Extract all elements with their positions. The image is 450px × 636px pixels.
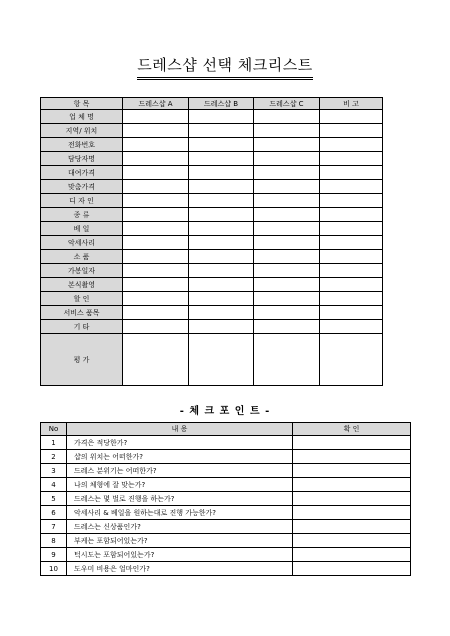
check-cell[interactable]	[320, 138, 383, 152]
row-label: 종 류	[41, 208, 123, 222]
check-cell[interactable]	[123, 250, 189, 264]
check-cell[interactable]	[123, 320, 189, 334]
confirm-cell[interactable]	[293, 562, 411, 576]
row-number: 7	[41, 520, 67, 534]
check-cell[interactable]	[320, 208, 383, 222]
row-number: 4	[41, 478, 67, 492]
checklist-row	[41, 222, 383, 236]
checkpoint-header-row	[41, 423, 411, 436]
check-cell[interactable]	[123, 194, 189, 208]
check-cell[interactable]	[320, 110, 383, 124]
check-cell[interactable]	[254, 334, 320, 386]
row-label: 대여가격	[41, 166, 123, 180]
row-label: 본식촬영	[41, 278, 123, 292]
checklist-row	[41, 124, 383, 138]
check-cell[interactable]	[123, 152, 189, 166]
checkpoint-row	[41, 562, 411, 576]
check-cell[interactable]	[123, 208, 189, 222]
checkpoint-row	[41, 506, 411, 520]
check-cell[interactable]	[320, 306, 383, 320]
row-label: 업 체 명	[41, 110, 123, 124]
check-cell[interactable]	[320, 180, 383, 194]
check-cell[interactable]	[123, 110, 189, 124]
checkpoint-question: 턱시도는 포함되어있는가?	[67, 548, 293, 562]
checklist-row	[41, 180, 383, 194]
row-label: 디 자 인	[41, 194, 123, 208]
check-cell[interactable]	[320, 278, 383, 292]
page-title	[0, 54, 450, 80]
checkpoint-row	[41, 520, 411, 534]
check-cell[interactable]	[320, 292, 383, 306]
check-cell[interactable]	[189, 306, 254, 320]
row-number: 9	[41, 548, 67, 562]
check-cell[interactable]	[254, 124, 320, 138]
checklist-row	[41, 278, 383, 292]
checkpoint-row	[41, 464, 411, 478]
checklist-row	[41, 306, 383, 320]
checklist-row	[41, 138, 383, 152]
confirm-cell[interactable]	[293, 506, 411, 520]
header-confirm: 확 인	[293, 423, 411, 436]
check-cell[interactable]	[320, 222, 383, 236]
check-cell[interactable]	[254, 208, 320, 222]
checkpoint-question: 드레스는 몇 벌로 진행을 하는가?	[67, 492, 293, 506]
checklist-row	[41, 236, 383, 250]
header-shop-a: 드레스샵 A	[123, 98, 189, 110]
check-cell[interactable]	[189, 222, 254, 236]
check-cell[interactable]	[320, 152, 383, 166]
checkpoint-row	[41, 548, 411, 562]
checklist-row	[41, 292, 383, 306]
check-cell[interactable]	[254, 320, 320, 334]
header-no: No	[41, 423, 67, 436]
check-cell[interactable]	[320, 334, 383, 386]
row-number: 8	[41, 534, 67, 548]
check-cell[interactable]	[123, 278, 189, 292]
row-label: 기 타	[41, 320, 123, 334]
checklist-row	[41, 152, 383, 166]
check-cell[interactable]	[320, 250, 383, 264]
checkpoint-question: 부케는 포함되어있는가?	[67, 534, 293, 548]
check-cell[interactable]	[189, 152, 254, 166]
check-cell[interactable]	[254, 264, 320, 278]
check-cell[interactable]	[189, 180, 254, 194]
checkpoint-question: 도우미 비용은 얼마인가?	[67, 562, 293, 576]
check-cell[interactable]	[189, 334, 254, 386]
row-label: 전화번호	[41, 138, 123, 152]
checkpoint-question: 드레스 분위기는 어떠한가?	[67, 464, 293, 478]
checkpoint-row	[41, 478, 411, 492]
checklist-row	[41, 250, 383, 264]
confirm-cell[interactable]	[293, 492, 411, 506]
checklist-row	[41, 208, 383, 222]
check-cell[interactable]	[254, 250, 320, 264]
check-cell[interactable]	[254, 152, 320, 166]
check-cell[interactable]	[123, 138, 189, 152]
row-label: 평 가	[41, 334, 123, 386]
checklist-row	[41, 110, 383, 124]
check-cell[interactable]	[123, 124, 189, 138]
checkpoint-question: 나의 체형에 잘 맞는가?	[67, 478, 293, 492]
checkpoint-question: 샵의 위치는 어떠한가?	[67, 450, 293, 464]
checklist-body	[41, 110, 383, 386]
row-label: 악세사리	[41, 236, 123, 250]
row-number: 1	[41, 436, 67, 450]
checklist-row	[41, 166, 383, 180]
checklist-header-row	[41, 98, 383, 110]
check-cell[interactable]	[123, 334, 189, 386]
checkpoint-row	[41, 534, 411, 548]
row-number: 10	[41, 562, 67, 576]
row-label: 담당자명	[41, 152, 123, 166]
checkpoint-row	[41, 436, 411, 450]
check-cell[interactable]	[254, 110, 320, 124]
checkpoint-question: 가격은 적당한가?	[67, 436, 293, 450]
check-cell[interactable]	[254, 180, 320, 194]
checklist-row	[41, 264, 383, 278]
confirm-cell[interactable]	[293, 548, 411, 562]
check-cell[interactable]	[320, 236, 383, 250]
check-cell[interactable]	[254, 166, 320, 180]
header-content: 내 용	[67, 423, 293, 436]
check-cell[interactable]	[189, 208, 254, 222]
check-cell[interactable]	[254, 292, 320, 306]
row-label: 지역/ 위치	[41, 124, 123, 138]
checkpoint-row	[41, 450, 411, 464]
check-cell[interactable]	[254, 306, 320, 320]
check-cell[interactable]	[189, 194, 254, 208]
checklist-row	[41, 334, 383, 386]
row-label: 베 일	[41, 222, 123, 236]
header-shop-c: 드레스샵 C	[254, 98, 320, 110]
row-label: 서비스 품목	[41, 306, 123, 320]
check-cell[interactable]	[189, 264, 254, 278]
row-label: 맞춤가격	[41, 180, 123, 194]
check-cell[interactable]	[189, 166, 254, 180]
confirm-cell[interactable]	[293, 534, 411, 548]
confirm-cell[interactable]	[293, 436, 411, 450]
check-cell[interactable]	[123, 166, 189, 180]
confirm-cell[interactable]	[293, 520, 411, 534]
check-cell[interactable]	[123, 236, 189, 250]
checkpoint-table	[40, 422, 411, 576]
check-cell[interactable]	[123, 264, 189, 278]
check-cell[interactable]	[254, 278, 320, 292]
checkpoint-row	[41, 492, 411, 506]
confirm-cell[interactable]	[293, 464, 411, 478]
check-cell[interactable]	[189, 292, 254, 306]
check-cell[interactable]	[320, 264, 383, 278]
checklist-row	[41, 194, 383, 208]
checkpoint-question: 드레스는 신상품인가?	[67, 520, 293, 534]
check-cell[interactable]	[189, 320, 254, 334]
check-cell[interactable]	[189, 138, 254, 152]
check-cell[interactable]	[320, 124, 383, 138]
check-cell[interactable]	[189, 236, 254, 250]
checkpoint-body	[41, 436, 411, 576]
check-cell[interactable]	[254, 138, 320, 152]
row-label: 할 인	[41, 292, 123, 306]
checklist-row	[41, 320, 383, 334]
checkpoint-title: - 체 크 포 인 트 -	[179, 406, 271, 417]
check-cell[interactable]	[320, 320, 383, 334]
check-cell[interactable]	[189, 250, 254, 264]
check-cell[interactable]	[123, 306, 189, 320]
check-cell[interactable]	[123, 292, 189, 306]
check-cell[interactable]	[254, 222, 320, 236]
check-cell[interactable]	[320, 194, 383, 208]
check-cell[interactable]	[123, 180, 189, 194]
check-cell[interactable]	[123, 222, 189, 236]
page-title-text: 드레스샵 선택 체크리스트	[137, 54, 312, 80]
header-item: 항 목	[41, 98, 123, 110]
check-cell[interactable]	[189, 278, 254, 292]
confirm-cell[interactable]	[293, 478, 411, 492]
row-number: 5	[41, 492, 67, 506]
check-cell[interactable]	[254, 194, 320, 208]
check-cell[interactable]	[189, 110, 254, 124]
check-cell[interactable]	[320, 166, 383, 180]
checklist-table	[40, 97, 383, 386]
header-remarks: 비 고	[320, 98, 383, 110]
confirm-cell[interactable]	[293, 450, 411, 464]
row-label: 가봉일자	[41, 264, 123, 278]
row-label: 소 품	[41, 250, 123, 264]
row-number: 3	[41, 464, 67, 478]
check-cell[interactable]	[189, 124, 254, 138]
checkpoint-question: 악세사리 & 베일을 원하는대로 진행 가능한가?	[67, 506, 293, 520]
check-cell[interactable]	[254, 236, 320, 250]
row-number: 6	[41, 506, 67, 520]
header-shop-b: 드레스샵 B	[189, 98, 254, 110]
row-number: 2	[41, 450, 67, 464]
